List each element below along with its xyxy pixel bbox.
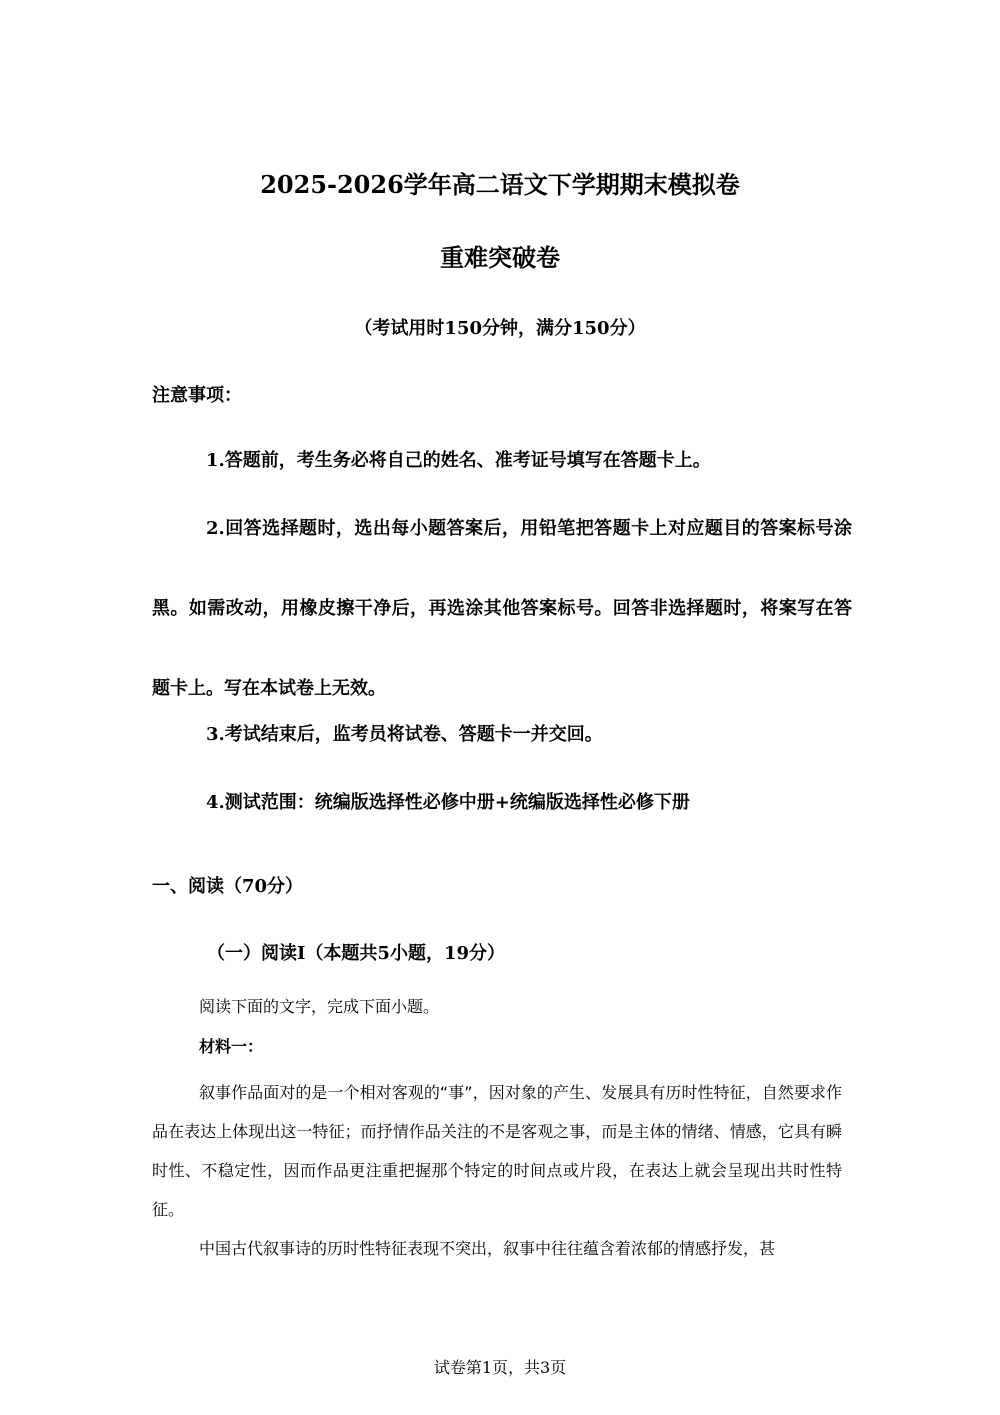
notice-item: 2.回答选择题时，选出每小题答案后，用铅笔把答题卡上对应题目的答案标号涂黑。如需改动，用橡皮擦干净后，再选涂其他答案标号。回答非选择题时，将案写在答题卡上。写在本试卷上无效。	[152, 518, 852, 699]
notice-heading: 注意事项：	[152, 385, 242, 406]
reading-instruction: 阅读下面的文字，完成下面小题。	[199, 997, 440, 1016]
exam-subtitle: 重难突破卷	[440, 243, 560, 272]
exam-time-info: （考试用时150分钟，满分150分）	[354, 318, 646, 339]
notice-list	[152, 444, 852, 854]
notice-item: 3.考试结束后，监考员将试卷、答题卡一并交回。	[206, 724, 603, 745]
notice-item: 4.测试范围：统编版选择性必修中册+统编版选择性必修下册	[206, 792, 690, 813]
material-label: 材料一：	[199, 1037, 264, 1056]
exam-title: 2025-2026学年高二语文下学期期末模拟卷	[260, 170, 740, 199]
section-heading: 一、阅读（70分）	[152, 876, 304, 897]
subsection-heading: （一）阅读Ⅰ（本题共5小题，19分）	[207, 943, 505, 964]
material-body	[152, 1073, 842, 1268]
material-paragraph: 叙事作品面对的是一个相对客观的“事”，因对象的产生、发展具有历时性特征，自然要求作品在表达上体现出这一特征；而抒情作品关注的不是客观之事，而是主体的情绪、情感，它具有瞬时性、不稳定性，因而作品更注重把握那个特定的时间点或片段，在表达上就会呈现出共时性特征。	[152, 1083, 842, 1219]
page-footer: 试卷第1页，共3页	[433, 1358, 567, 1377]
material-paragraph: 中国古代叙事诗的历时性特征表现不突出，叙事中往往蕴含着浓郁的情感抒发，甚	[199, 1239, 776, 1258]
notice-item: 1.答题前，考生务必将自己的姓名、准考证号填写在答题卡上。	[206, 450, 711, 471]
